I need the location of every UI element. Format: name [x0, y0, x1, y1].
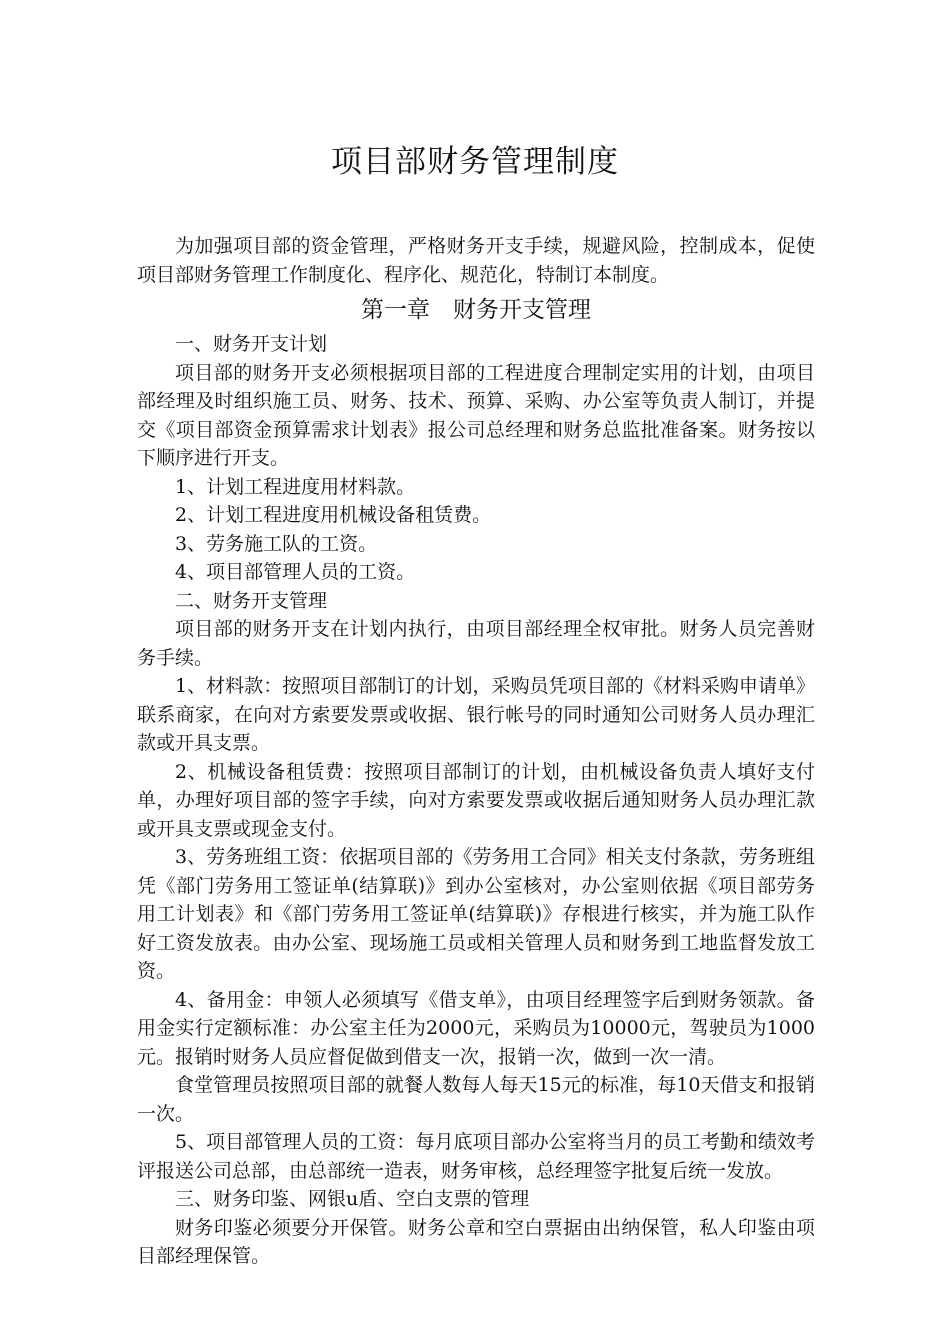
- list-item: 4、项目部管理人员的工资。: [175, 561, 416, 583]
- section-heading: 三、财务印鉴、网银u盾、空白支票的管理: [175, 1188, 530, 1210]
- paragraph: 1、材料款：按照项目部制订的计划，采购员凭项目部的《材料采购申请单》联系商家，在向对方索要发票或收据、银行帐号的同时通知公司财务人员办理汇款或开具支票。: [137, 675, 815, 754]
- intro-paragraph: 为加强项目部的资金管理，严格财务开支手续，规避风险，控制成本，促使项目部财务管理工作制度化、程序化、规范化，特制订本制度。: [137, 235, 815, 286]
- paragraph: 财务印鉴必须要分开保管。财务公章和空白票据由出纳保管，私人印鉴由项目部经理保管。: [137, 1216, 815, 1267]
- paragraph: 4、备用金：申领人必须填写《借支单》，由项目经理签字后到财务领款。备用金实行定额标准：办公室主任为2000元，采购员为10000元，驾驶员为1000元。报销时财务人员应督促做到借支一次，报销一次，做到一次一清。: [137, 988, 815, 1068]
- paragraph: 5、项目部管理人员的工资：每月底项目部办公室将当月的员工考勤和绩效考评报送公司总部，由总部统一造表，财务审核，总经理签字批复后统一发放。: [137, 1131, 815, 1182]
- paragraph: 食堂管理员按照项目部的就餐人数每人每天15元的标准，每10天借支和报销一次。: [137, 1074, 815, 1125]
- document-title: 项目部财务管理制度: [331, 144, 619, 180]
- chapter-heading: 第一章 财务开支管理: [361, 297, 591, 323]
- paragraph: 项目部的财务开支必须根据项目部的工程进度合理制定实用的计划，由项目部经理及时组织施工员、财务、技术、预算、采购、办公室等负责人制订，并提交《项目部资金预算需求计划表》报公司总经理和财务总监批准备案。财务按以下顺序进行开支。: [137, 361, 815, 469]
- list-item: 3、劳务施工队的工资。: [175, 532, 378, 555]
- section-heading: 二、财务开支管理: [175, 589, 328, 612]
- paragraph: 项目部的财务开支在计划内执行，由项目部经理全权审批。财务人员完善财务手续。: [137, 618, 815, 669]
- document-body: [137, 232, 815, 1271]
- list-item: 1、计划工程进度用材料款。: [175, 475, 416, 498]
- paragraph: 3、劳务班组工资：依据项目部的《劳务用工合同》相关支付条款，劳务班组凭《部门劳务用工签证单(结算联)》到办公室核对，办公室则依据《项目部劳务用工计划表》和《部门劳务用工签证单(结算联)》存根进行核实，并为施工队作好工资发放表。由办公室、现场施工员或相关管理人员和财务到工地监督发放工资。: [137, 846, 815, 982]
- list-item: 2、计划工程进度用机械设备租赁费。: [175, 504, 492, 526]
- paragraph: 2、机械设备租赁费：按照项目部制订的计划，由机械设备负责人填好支付单，办理好项目部的签字手续，向对方索要发票或收据后通知财务人员办理汇款或开具支票或现金支付。: [137, 760, 815, 840]
- section-heading: 一、财务开支计划: [175, 333, 328, 355]
